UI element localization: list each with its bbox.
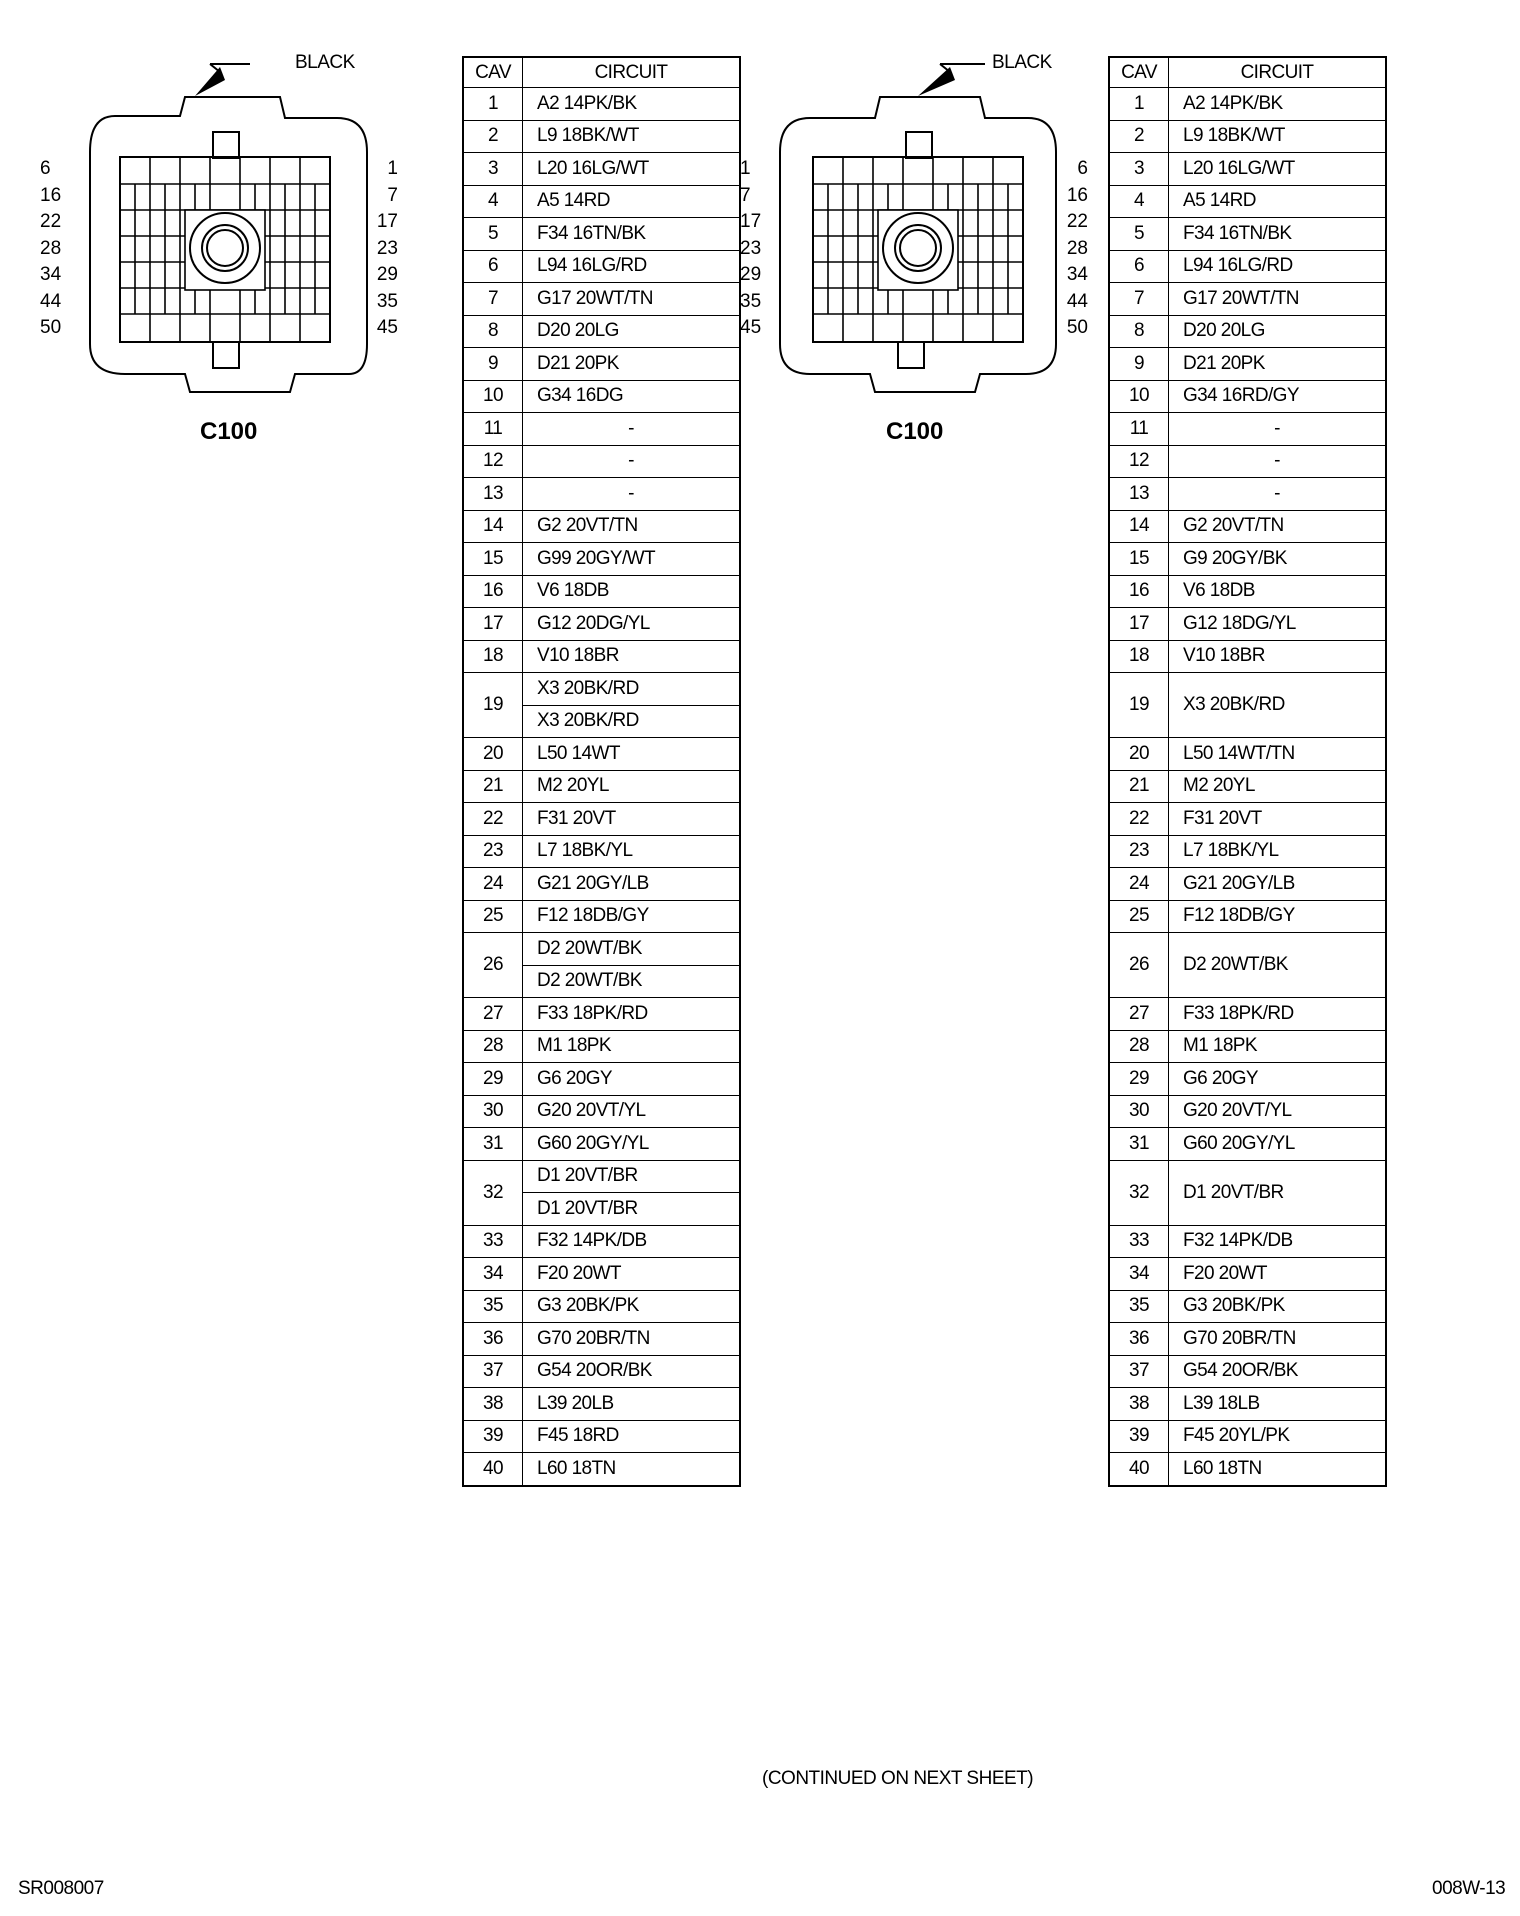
circuit-value: V6 18DB: [523, 575, 741, 608]
table-row: [463, 1128, 740, 1161]
circuit-value: G21 20GY/LB: [523, 868, 741, 901]
right-connector-title: C100: [886, 418, 944, 445]
table-row: [463, 835, 740, 868]
cav-number: 17: [1109, 608, 1169, 641]
cav-number: 25: [1109, 900, 1169, 933]
cav-number: 30: [1109, 1095, 1169, 1128]
cav-number: 12: [1109, 445, 1169, 478]
cav-number: 18: [1109, 640, 1169, 673]
circuit-value: G3 20BK/PK: [523, 1290, 741, 1323]
table-row: [1109, 803, 1386, 836]
cav-number: 35: [463, 1290, 523, 1323]
circuit-value: G34 16DG: [523, 380, 741, 413]
circuit-value: L94 16LG/RD: [1169, 250, 1387, 283]
cav-number: 14: [1109, 510, 1169, 543]
circuit-value: L39 18LB: [1169, 1388, 1387, 1421]
cav-number: 29: [463, 1063, 523, 1096]
cav-number: 35: [1109, 1290, 1169, 1323]
cav-number: 1: [463, 88, 523, 121]
cav-number: 16: [463, 575, 523, 608]
right-connector-pins-left: [740, 156, 780, 342]
pin-label: 23: [740, 237, 762, 259]
table-row: [463, 445, 740, 478]
table-row: [1109, 380, 1386, 413]
circuit-value: -: [523, 445, 741, 478]
pin-label: 34: [1066, 264, 1088, 285]
left-connector-pins-left: [40, 156, 80, 342]
circuit-value: M2 20YL: [1169, 770, 1387, 803]
continued-note: (CONTINUED ON NEXT SHEET): [762, 1768, 1034, 1789]
table-row: [1109, 1160, 1386, 1225]
table-row: [463, 1030, 740, 1063]
table-row: [463, 315, 740, 348]
table-row: [463, 380, 740, 413]
table-row: [1109, 445, 1386, 478]
pin-label: 45: [376, 317, 398, 338]
circuit-value: L60 18TN: [1169, 1453, 1387, 1486]
right-cavity-table: [1108, 56, 1387, 1487]
cav-number: 13: [463, 478, 523, 511]
table-row: [1109, 608, 1386, 641]
table-row: [1109, 1388, 1386, 1421]
cav-number: 38: [463, 1388, 523, 1421]
table-row: [1109, 900, 1386, 933]
circuit-value: F33 18PK/RD: [1169, 998, 1387, 1031]
circuit-value: D2 20WT/BK: [523, 965, 741, 998]
circuit-value: G70 20BR/TN: [1169, 1323, 1387, 1356]
cav-number: 21: [1109, 770, 1169, 803]
right-connector-drawing: [770, 52, 1070, 412]
circuit-value: G60 20GY/YL: [1169, 1128, 1387, 1161]
pin-label: 6: [1077, 158, 1088, 179]
pin-label: 7: [740, 184, 751, 206]
left-color-label: BLACK: [295, 52, 355, 73]
cav-number: 2: [1109, 120, 1169, 153]
table-row: [1109, 120, 1386, 153]
table-row: [1109, 1063, 1386, 1096]
pin-label: 34: [40, 264, 62, 285]
table-row: [1109, 1128, 1386, 1161]
pin-label: 44: [40, 290, 62, 312]
cav-number: 30: [463, 1095, 523, 1128]
pin-label: 29: [376, 264, 398, 285]
cav-number: 23: [1109, 835, 1169, 868]
arrow-icon: [195, 52, 250, 96]
cav-number: 36: [463, 1323, 523, 1356]
cav-number: 28: [463, 1030, 523, 1063]
table-row: [463, 1063, 740, 1096]
table-row: [463, 575, 740, 608]
table-row: [463, 88, 740, 121]
cav-number: 33: [1109, 1225, 1169, 1258]
cav-number: 15: [1109, 543, 1169, 576]
pin-label: 29: [740, 264, 762, 285]
cav-number: 4: [1109, 185, 1169, 218]
pin-label: 17: [740, 211, 762, 232]
circuit-value: F32 14PK/DB: [1169, 1225, 1387, 1258]
table-row: [1109, 1323, 1386, 1356]
table-row: [1109, 153, 1386, 186]
pin-label: 44: [1066, 290, 1088, 312]
table-row: [1109, 1420, 1386, 1453]
cav-number: 27: [1109, 998, 1169, 1031]
circuit-value: -: [1169, 413, 1387, 446]
table-row: [463, 185, 740, 218]
pin-label: 1: [740, 158, 751, 179]
table-row: [463, 1225, 740, 1258]
circuit-value: G54 20OR/BK: [523, 1355, 741, 1388]
circuit-value: V10 18BR: [523, 640, 741, 673]
circuit-value: -: [523, 478, 741, 511]
cav-header: CAV: [463, 57, 523, 88]
right-connector-pins-right: [1048, 156, 1088, 342]
cav-number: 7: [463, 283, 523, 316]
table-row: [463, 803, 740, 836]
circuit-value: L9 18BK/WT: [523, 120, 741, 153]
cav-number: 29: [1109, 1063, 1169, 1096]
table-row: [463, 1160, 740, 1193]
circuit-value: A2 14PK/BK: [523, 88, 741, 121]
table-row: [1109, 348, 1386, 381]
left-connector-drawing: [85, 52, 385, 412]
cav-number: 36: [1109, 1323, 1169, 1356]
cav-number: 32: [463, 1160, 523, 1225]
circuit-value: M1 18PK: [1169, 1030, 1387, 1063]
table-row: [1109, 413, 1386, 446]
table-row: [463, 1420, 740, 1453]
table-header-row: [463, 57, 740, 88]
cav-number: 26: [1109, 933, 1169, 998]
circuit-value: D2 20WT/BK: [523, 933, 741, 966]
pin-label: 16: [40, 184, 62, 206]
cav-number: 2: [463, 120, 523, 153]
circuit-header: CIRCUIT: [523, 57, 741, 88]
pin-label: 7: [387, 184, 398, 206]
cav-number: 20: [1109, 738, 1169, 771]
pin-label: 22: [40, 211, 62, 232]
table-row: [1109, 1258, 1386, 1291]
circuit-value: F20 20WT: [1169, 1258, 1387, 1291]
circuit-value: D20 20LG: [1169, 315, 1387, 348]
circuit-value: D21 20PK: [1169, 348, 1387, 381]
table-row: [1109, 1095, 1386, 1128]
circuit-value: F45 18RD: [523, 1420, 741, 1453]
cav-number: 22: [1109, 803, 1169, 836]
circuit-value: G2 20VT/TN: [523, 510, 741, 543]
circuit-value: F20 20WT: [523, 1258, 741, 1291]
cav-number: 1: [1109, 88, 1169, 121]
cav-number: 7: [1109, 283, 1169, 316]
circuit-value: X3 20BK/RD: [523, 705, 741, 738]
circuit-value: M2 20YL: [523, 770, 741, 803]
cav-number: 9: [463, 348, 523, 381]
cav-number: 3: [1109, 153, 1169, 186]
circuit-value: G20 20VT/YL: [523, 1095, 741, 1128]
cav-number: 22: [463, 803, 523, 836]
table-row: [463, 673, 740, 706]
circuit-value: L50 14WT: [523, 738, 741, 771]
table-row: [463, 478, 740, 511]
table-row: [1109, 868, 1386, 901]
pin-label: 28: [1066, 237, 1088, 259]
table-row: [463, 1258, 740, 1291]
cav-number: 16: [1109, 575, 1169, 608]
table-row: [1109, 998, 1386, 1031]
table-row: [463, 1095, 740, 1128]
cav-number: 10: [1109, 380, 1169, 413]
cav-number: 25: [463, 900, 523, 933]
circuit-value: L7 18BK/YL: [523, 835, 741, 868]
cav-number: 34: [1109, 1258, 1169, 1291]
table-row: [463, 868, 740, 901]
cav-number: 33: [463, 1225, 523, 1258]
table-row: [463, 933, 740, 966]
cav-number: 37: [1109, 1355, 1169, 1388]
table-row: [1109, 250, 1386, 283]
cav-number: 31: [1109, 1128, 1169, 1161]
circuit-value: A5 14RD: [1169, 185, 1387, 218]
cav-number: 5: [463, 218, 523, 251]
table-row: [1109, 575, 1386, 608]
table-row: [463, 640, 740, 673]
cav-number: 9: [1109, 348, 1169, 381]
circuit-value: L20 16LG/WT: [523, 153, 741, 186]
circuit-value: D21 20PK: [523, 348, 741, 381]
table-header-row: [1109, 57, 1386, 88]
cav-number: 15: [463, 543, 523, 576]
circuit-value: G34 16RD/GY: [1169, 380, 1387, 413]
table-row: [463, 510, 740, 543]
table-row: [1109, 770, 1386, 803]
circuit-value: X3 20BK/RD: [1169, 673, 1387, 738]
cav-number: 24: [463, 868, 523, 901]
cav-number: 26: [463, 933, 523, 998]
circuit-value: D1 20VT/BR: [1169, 1160, 1387, 1225]
cav-number: 11: [463, 413, 523, 446]
circuit-value: G3 20BK/PK: [1169, 1290, 1387, 1323]
table-row: [1109, 835, 1386, 868]
right-color-label: BLACK: [992, 52, 1052, 73]
cav-number: 5: [1109, 218, 1169, 251]
circuit-value: G20 20VT/YL: [1169, 1095, 1387, 1128]
cav-number: 17: [463, 608, 523, 641]
cav-header: CAV: [1109, 57, 1169, 88]
pin-label: 35: [376, 290, 398, 312]
circuit-value: M1 18PK: [523, 1030, 741, 1063]
circuit-value: G99 20GY/WT: [523, 543, 741, 576]
cav-number: 40: [463, 1453, 523, 1486]
table-row: [463, 1453, 740, 1486]
pin-label: 28: [40, 237, 62, 259]
circuit-value: G2 20VT/TN: [1169, 510, 1387, 543]
table-row: [1109, 510, 1386, 543]
table-row: [1109, 933, 1386, 998]
cav-number: 8: [463, 315, 523, 348]
cav-number: 19: [463, 673, 523, 738]
circuit-value: G17 20WT/TN: [523, 283, 741, 316]
cav-number: 19: [1109, 673, 1169, 738]
table-row: [1109, 738, 1386, 771]
table-row: [463, 153, 740, 186]
table-row: [1109, 543, 1386, 576]
pin-label: 22: [1066, 211, 1088, 232]
circuit-value: L7 18BK/YL: [1169, 835, 1387, 868]
circuit-value: G12 20DG/YL: [523, 608, 741, 641]
circuit-value: V10 18BR: [1169, 640, 1387, 673]
cav-number: 37: [463, 1355, 523, 1388]
circuit-value: L20 16LG/WT: [1169, 153, 1387, 186]
cav-number: 6: [1109, 250, 1169, 283]
table-row: [463, 283, 740, 316]
table-row: [463, 250, 740, 283]
circuit-value: F45 20YL/PK: [1169, 1420, 1387, 1453]
circuit-value: F31 20VT: [1169, 803, 1387, 836]
pin-label: 35: [740, 290, 762, 312]
cav-number: 18: [463, 640, 523, 673]
table-row: [463, 413, 740, 446]
circuit-value: F31 20VT: [523, 803, 741, 836]
circuit-value: G70 20BR/TN: [523, 1323, 741, 1356]
table-row: [463, 608, 740, 641]
circuit-value: F12 18DB/GY: [523, 900, 741, 933]
cav-number: 12: [463, 445, 523, 478]
table-row: [1109, 315, 1386, 348]
table-row: [463, 543, 740, 576]
table-row: [463, 1388, 740, 1421]
circuit-value: D1 20VT/BR: [523, 1160, 741, 1193]
cav-number: 23: [463, 835, 523, 868]
cav-number: 31: [463, 1128, 523, 1161]
circuit-value: F34 16TN/BK: [523, 218, 741, 251]
left-cavity-table: [462, 56, 741, 1487]
table-row: [1109, 1290, 1386, 1323]
cav-number: 11: [1109, 413, 1169, 446]
circuit-value: A5 14RD: [523, 185, 741, 218]
pin-label: 6: [40, 158, 51, 179]
table-row: [463, 998, 740, 1031]
cav-number: 40: [1109, 1453, 1169, 1486]
table-row: [463, 1323, 740, 1356]
table-row: [1109, 478, 1386, 511]
circuit-header: CIRCUIT: [1169, 57, 1387, 88]
circuit-value: V6 18DB: [1169, 575, 1387, 608]
cav-number: 32: [1109, 1160, 1169, 1225]
circuit-value: L94 16LG/RD: [523, 250, 741, 283]
cav-number: 6: [463, 250, 523, 283]
circuit-value: A2 14PK/BK: [1169, 88, 1387, 121]
pin-label: 17: [376, 211, 398, 232]
cav-number: 21: [463, 770, 523, 803]
pin-label: 45: [740, 317, 762, 338]
circuit-value: L9 18BK/WT: [1169, 120, 1387, 153]
cav-number: 39: [463, 1420, 523, 1453]
table-row: [1109, 283, 1386, 316]
cav-number: 8: [1109, 315, 1169, 348]
table-row: [1109, 88, 1386, 121]
table-row: [1109, 1355, 1386, 1388]
circuit-value: D2 20WT/BK: [1169, 933, 1387, 998]
circuit-value: L60 18TN: [523, 1453, 741, 1486]
cav-number: 14: [463, 510, 523, 543]
circuit-value: G6 20GY: [1169, 1063, 1387, 1096]
table-row: [463, 1290, 740, 1323]
left-connector-pins-right: [358, 156, 398, 342]
circuit-value: G21 20GY/LB: [1169, 868, 1387, 901]
table-row: [1109, 1225, 1386, 1258]
table-row: [1109, 1453, 1386, 1486]
cav-number: 10: [463, 380, 523, 413]
page-code: 008W-13: [1432, 1878, 1506, 1899]
cav-number: 34: [463, 1258, 523, 1291]
circuit-value: L50 14WT/TN: [1169, 738, 1387, 771]
table-row: [463, 770, 740, 803]
circuit-value: G54 20OR/BK: [1169, 1355, 1387, 1388]
circuit-value: G12 18DG/YL: [1169, 608, 1387, 641]
drawing-code: SR008007: [18, 1878, 104, 1899]
table-row: [463, 900, 740, 933]
circuit-value: -: [523, 413, 741, 446]
cav-number: 28: [1109, 1030, 1169, 1063]
left-connector-title: C100: [200, 418, 258, 445]
cav-number: 3: [463, 153, 523, 186]
cav-number: 20: [463, 738, 523, 771]
circuit-value: G6 20GY: [523, 1063, 741, 1096]
circuit-value: G60 20GY/YL: [523, 1128, 741, 1161]
table-row: [1109, 218, 1386, 251]
cav-number: 27: [463, 998, 523, 1031]
circuit-value: G17 20WT/TN: [1169, 283, 1387, 316]
arrow-icon: [918, 64, 985, 96]
circuit-value: D1 20VT/BR: [523, 1193, 741, 1226]
cav-number: 13: [1109, 478, 1169, 511]
circuit-value: G9 20GY/BK: [1169, 543, 1387, 576]
table-row: [463, 1355, 740, 1388]
pin-label: 16: [1066, 184, 1088, 206]
circuit-value: F12 18DB/GY: [1169, 900, 1387, 933]
table-row: [463, 120, 740, 153]
circuit-value: -: [1169, 445, 1387, 478]
circuit-value: X3 20BK/RD: [523, 673, 741, 706]
cav-number: 39: [1109, 1420, 1169, 1453]
table-row: [1109, 673, 1386, 738]
circuit-value: -: [1169, 478, 1387, 511]
circuit-value: D20 20LG: [523, 315, 741, 348]
table-row: [1109, 185, 1386, 218]
pin-label: 1: [387, 158, 398, 179]
table-row: [1109, 640, 1386, 673]
cav-number: 38: [1109, 1388, 1169, 1421]
table-row: [463, 348, 740, 381]
pin-label: 50: [1066, 317, 1088, 338]
table-row: [463, 218, 740, 251]
circuit-value: F34 16TN/BK: [1169, 218, 1387, 251]
table-row: [1109, 1030, 1386, 1063]
circuit-value: F33 18PK/RD: [523, 998, 741, 1031]
pin-label: 23: [376, 237, 398, 259]
cav-number: 24: [1109, 868, 1169, 901]
pin-label: 50: [40, 317, 62, 338]
cav-number: 4: [463, 185, 523, 218]
circuit-value: F32 14PK/DB: [523, 1225, 741, 1258]
table-row: [463, 738, 740, 771]
circuit-value: L39 20LB: [523, 1388, 741, 1421]
